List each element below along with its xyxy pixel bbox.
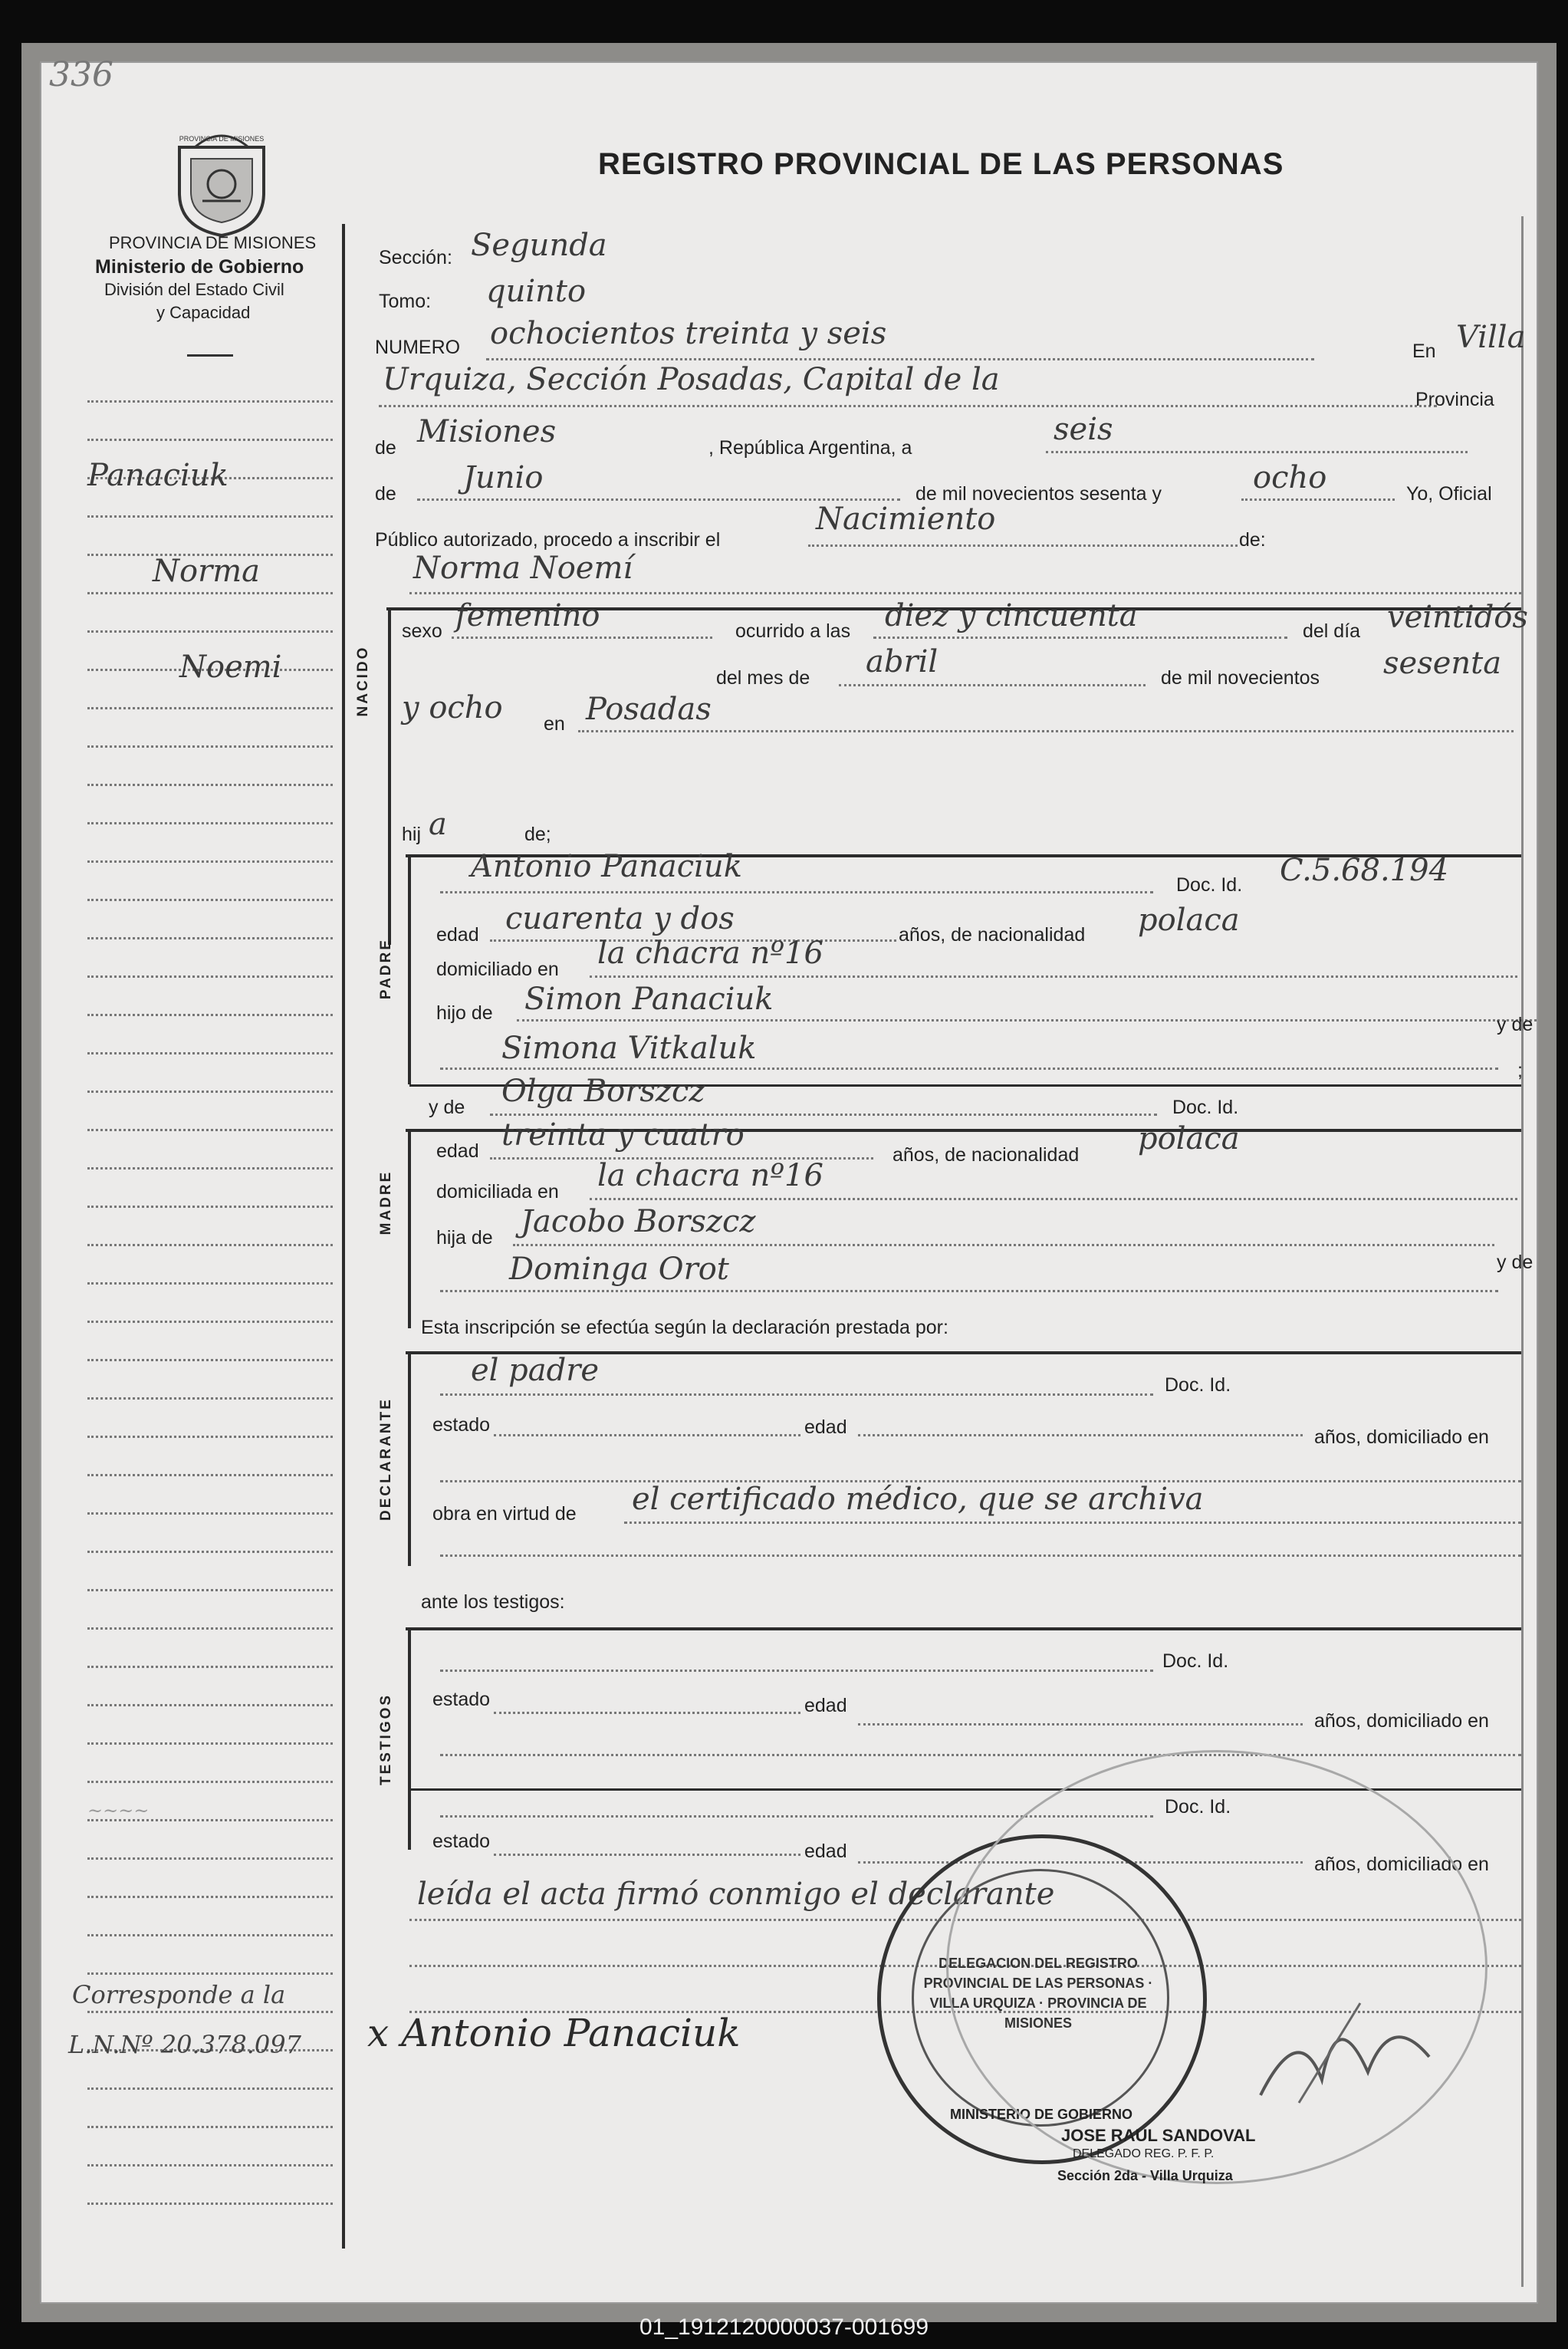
padre-bracket xyxy=(408,854,411,1084)
de-label: de xyxy=(375,437,396,459)
margin-small-note: ~~~~ xyxy=(87,1800,150,1821)
sexo-label: sexo xyxy=(402,620,442,642)
testigo2-anos-label: años, domiciliado en xyxy=(1314,1854,1489,1875)
testigo1-edad-label: edad xyxy=(804,1695,847,1716)
ano-nac-b-value: y ocho xyxy=(402,690,503,725)
testigos-side-label: TESTIGOS xyxy=(378,1693,394,1785)
padre-side-label: PADRE xyxy=(378,937,394,1000)
madre-anos-nac-label: años, de nacionalidad xyxy=(892,1144,1080,1166)
padre-nac-value: polaca xyxy=(1138,903,1240,938)
padre-madre-value: Simona Vitkaluk xyxy=(501,1031,757,1066)
testigo1-doc-label: Doc. Id. xyxy=(1162,1650,1229,1672)
stamp-text: DELEGACION DEL REGISTRO PROVINCIAL DE LAS PERSONAS · VILLA URQUIZA · PROVINCIA DE MISIONES xyxy=(923,1956,1153,2031)
hora-value: diez y cincuenta xyxy=(885,598,1138,633)
tomo-label: Tomo: xyxy=(379,291,432,312)
declarante-doc-label: Doc. Id. xyxy=(1165,1374,1231,1396)
page-title: REGISTRO PROVINCIAL DE LAS PERSONAS xyxy=(598,147,1284,181)
madre-edad-value: treinta y cuatro xyxy=(501,1117,745,1153)
lectura-value: leída el acta firmó conmigo el declarante xyxy=(417,1877,1055,1912)
hij-label: hij xyxy=(402,824,422,845)
padre-edad-label: edad xyxy=(436,924,479,946)
madre-side-label: MADRE xyxy=(378,1170,394,1235)
margin-bottom-note: Corresponde a la xyxy=(72,1980,286,2009)
ano-value: ocho xyxy=(1253,460,1327,495)
declarante-edad-label: edad xyxy=(804,1416,847,1438)
madre-nombre-value: Olga Borszcz xyxy=(501,1074,705,1109)
mes-value: Junio xyxy=(463,460,544,495)
ano-nac-a-value: sesenta xyxy=(1383,646,1502,681)
declarante-anos-label: años, domiciliado en xyxy=(1314,1426,1489,1448)
nacido-bracket xyxy=(388,607,391,945)
en-label: En xyxy=(1412,341,1436,362)
nacido-side-label: NACIDO xyxy=(355,645,371,717)
testigos-label: ante los testigos: xyxy=(421,1591,565,1613)
en2-label: en xyxy=(544,713,565,735)
obra-label: obra en virtud de xyxy=(432,1503,577,1525)
coat-of-arms-seal xyxy=(172,124,271,239)
hij-de-label: de; xyxy=(524,824,551,845)
province-label: PROVINCIA DE MISIONES xyxy=(109,233,317,252)
testigo1-anos-label: años, domiciliado en xyxy=(1314,1710,1489,1732)
mil-sesenta-label: de mil novecientos sesenta y xyxy=(915,483,1162,505)
padre-dom-value: la chacra nº16 xyxy=(597,936,823,971)
acto-value: Nacimiento xyxy=(816,502,996,537)
lugar-nac-value: Posadas xyxy=(586,692,712,727)
obra-value: el certificado médico, que se archiva xyxy=(632,1482,1204,1517)
margin-surname: Panaciuk xyxy=(87,458,228,493)
declarante-side-label: DECLARANTE xyxy=(378,1397,394,1521)
madre-doc-label: Doc. Id. xyxy=(1172,1097,1239,1118)
testigo1-estado-label: estado xyxy=(432,1689,491,1710)
oficial-title: DELEGADO REG. P. F. P. xyxy=(1073,2147,1215,2160)
faint-stamp xyxy=(946,1750,1487,2184)
seccion-label: Sección: xyxy=(379,247,452,268)
padre-y-de-label: y de xyxy=(1497,1014,1533,1035)
seccion-value: Segunda xyxy=(471,228,607,263)
del-mes-label: del mes de xyxy=(716,667,810,689)
padre-doc-value: C.5.68.194 xyxy=(1280,853,1449,888)
division-label: División del Estado Civil xyxy=(104,280,284,299)
declarante-signature: x Antonio Panaciuk xyxy=(367,2011,741,2055)
de2-label: de xyxy=(375,483,396,505)
testigo2-doc-label: Doc. Id. xyxy=(1165,1796,1231,1818)
footer-id: 01_1912120000037-001699 xyxy=(639,2314,929,2340)
mil-novecientos-label: de mil novecientos xyxy=(1161,667,1320,689)
mes-nac-value: abril xyxy=(866,644,938,679)
madre-hija-de-label: hija de xyxy=(436,1227,493,1249)
stamp-bottom-text: MINISTERIO DE GOBIERNO xyxy=(950,2107,1133,2122)
dia-nac-value: veintidós xyxy=(1387,600,1528,635)
oficial-name: JOSE RAUL SANDOVAL xyxy=(1061,2126,1256,2145)
numero-label: NUMERO xyxy=(375,337,461,358)
madre-edad-label: edad xyxy=(436,1140,479,1162)
madre-padre-value: Jacobo Borszcz xyxy=(521,1204,756,1239)
ocurrido-label: ocurrido a las xyxy=(735,620,851,642)
oficial-section: Sección 2da - Villa Urquiza xyxy=(1057,2168,1233,2183)
padre-padre-value: Simon Panaciuk xyxy=(524,982,774,1017)
del-dia-label: del día xyxy=(1303,620,1361,642)
padre-doc-label: Doc. Id. xyxy=(1176,874,1243,896)
en-value: Villa xyxy=(1456,320,1526,355)
madre-madre-value: Dominga Orot xyxy=(509,1252,729,1287)
tomo-value: quinto xyxy=(486,274,587,309)
svg-text:PROVINCIA DE MISIONES: PROVINCIA DE MISIONES xyxy=(179,135,265,143)
yo-oficial-label: Yo, Oficial xyxy=(1406,483,1492,505)
padre-edad-value: cuarenta y dos xyxy=(505,901,735,936)
margin-dni-note: L.N.Nº 20.378.097 xyxy=(68,2030,301,2059)
declarante-bracket xyxy=(408,1351,411,1566)
testigo2-edad-label: edad xyxy=(804,1841,847,1862)
madre-bracket xyxy=(408,1129,411,1328)
padre-semicolon-label: ; xyxy=(1517,1060,1523,1081)
de-colon-label: de: xyxy=(1239,529,1266,551)
margin-divider xyxy=(342,224,345,2249)
madre-domiciliada-label: domiciliada en xyxy=(436,1181,559,1202)
sexo-value: femenino xyxy=(455,598,600,633)
declarante-value: el padre xyxy=(471,1353,600,1388)
provincia-label: Provincia xyxy=(1415,389,1494,410)
testigos-top-line xyxy=(406,1627,1521,1630)
lugar-value: Urquiza, Sección Posadas, Capital de la xyxy=(383,362,1000,397)
header-divider xyxy=(187,354,233,357)
publico-label: Público autorizado, procedo a inscribir el xyxy=(375,529,721,551)
ministry-label: Ministerio de Gobierno xyxy=(95,256,304,278)
padre-anos-nac-label: años, de nacionalidad xyxy=(899,924,1086,946)
margin-first-name: Norma xyxy=(153,554,260,589)
margin-second-name: Noemi xyxy=(179,650,282,685)
madre-y-de-label: y de xyxy=(1497,1252,1533,1273)
provincia-value: Misiones xyxy=(417,414,557,449)
inscripcion-label: Esta inscripción se efectúa según la declaración prestada por: xyxy=(421,1317,948,1338)
madre-nac-value: polaca xyxy=(1138,1121,1240,1156)
testigos-bracket xyxy=(408,1627,411,1850)
padre-domiciliado-label: domiciliado en xyxy=(436,959,559,980)
madre-dom-value: la chacra nº16 xyxy=(597,1158,823,1193)
document-page xyxy=(40,55,1538,2304)
padre-nombre-value: Antonio Panaciuk xyxy=(471,849,742,884)
official-signature xyxy=(1253,1988,1452,2110)
madre-y-de-label: y de xyxy=(429,1097,465,1118)
dia-value: seis xyxy=(1054,412,1113,447)
padre-hijo-de-label: hijo de xyxy=(436,1002,493,1024)
republica-label: , República Argentina, a xyxy=(708,437,912,459)
hij-suffix-value: a xyxy=(429,807,447,842)
declarante-estado-label: estado xyxy=(432,1414,491,1436)
page-number: 336 xyxy=(49,55,113,94)
numero-value: ochocientos treinta y seis xyxy=(490,316,887,351)
nombre-value: Norma Noemí xyxy=(413,551,633,586)
testigo2-estado-label: estado xyxy=(432,1831,491,1852)
capacity-label: y Capacidad xyxy=(156,303,251,322)
